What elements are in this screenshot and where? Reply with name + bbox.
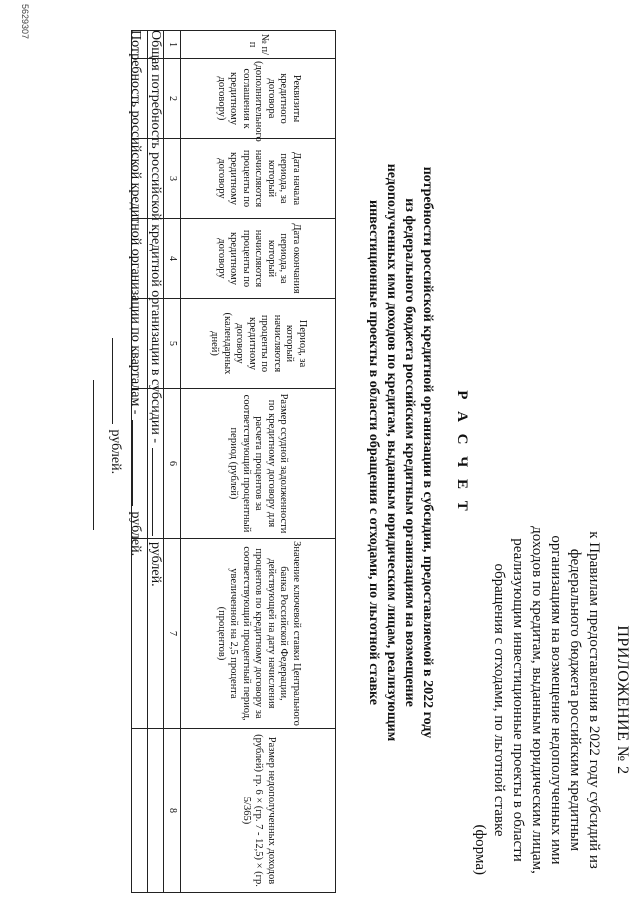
column-number: 4 (164, 219, 181, 299)
header-cell: Дата начала периода, за который начисляются проценты по кредитному договору (181, 139, 336, 219)
header-cell: Значение ключевой ставки Центрального банка Российской Федерации, действующей на дату начисления процентов по кредитному договору за соответствующий процентный период, увеличенной на 2,5 процента (процентов) (181, 539, 336, 729)
document-stamp: 5629307 (20, 4, 30, 40)
closing-rule (93, 380, 94, 530)
quarter-need-line (126, 30, 146, 590)
total-need-label: Общая потребность российской кредитной организации в субсидии - (148, 30, 163, 443)
column-number: 1 (164, 31, 181, 59)
header-cell: № п/п (181, 31, 336, 59)
header-cell: Период, за который начисляются проценты по кредитному договору (календарных дней) (181, 299, 336, 389)
header-cell: Размер ссудной задолженности по кредитному договору для расчета процентов за соответствующий процентный период (рублей) (181, 389, 336, 539)
currency-label: рублей. (108, 429, 123, 475)
column-number: 5 (164, 299, 181, 389)
quarter-continuation-line (106, 30, 126, 590)
column-number: 6 (164, 389, 181, 539)
appendix-title: ПРИЛОЖЕНИЕ № 2 (614, 625, 631, 775)
header-cell: Размер недополученных доходов (рублей) гр. 6 × (гр. 7 - 12,5) × (гр. 5/365) (181, 729, 336, 893)
empty-cell (132, 729, 148, 893)
appendix-text: к Правилам предоставления в 2022 году субсидий из федерального бюджета российским кредитным организациям на возмещение недополученных ими доходов по кредитам, выданным юридическим лицам, реализующим инвестиционные проекты в области обращения с отходами, по льготной ставке (491, 526, 602, 874)
currency-label: рублей. (128, 511, 143, 557)
header-cell: Реквизиты кредитного договора (дополнительного соглашения к кредитному договору) (181, 59, 336, 139)
column-number: 3 (164, 139, 181, 219)
total-need-blank (152, 448, 166, 536)
table-header-row (181, 31, 336, 893)
quarter-need-label: Потребность российской кредитной организации по кварталам - (128, 30, 143, 415)
empty-cell (148, 729, 164, 893)
quarter-need-blank (132, 420, 146, 506)
quarter-continuation-blank (112, 338, 126, 424)
document-title: Р А С Ч Е Т (454, 390, 470, 515)
document-subtitle: потребности российской кредитной организации в субсидии, предоставляемой в 2022 году из федерального бюджета российским кредитным организациям на возмещение недополученных ими доходов по кредитам, выданным юридическим лицам, реализующим инвестиционные проекты в области обращения с отходами, по льготной ставке (366, 163, 435, 742)
column-number: 7 (164, 539, 181, 729)
currency-label: рублей. (148, 541, 163, 587)
column-number: 2 (164, 59, 181, 139)
form-label: (форма) (472, 824, 488, 875)
total-need-line (146, 30, 166, 590)
appendix-block (470, 525, 632, 875)
header-cell: Дата окончания периода, за который начисляются проценты по кредитному договору (181, 219, 336, 299)
summary-block (106, 30, 166, 590)
column-number-row (164, 31, 181, 893)
column-number: 8 (164, 729, 181, 893)
